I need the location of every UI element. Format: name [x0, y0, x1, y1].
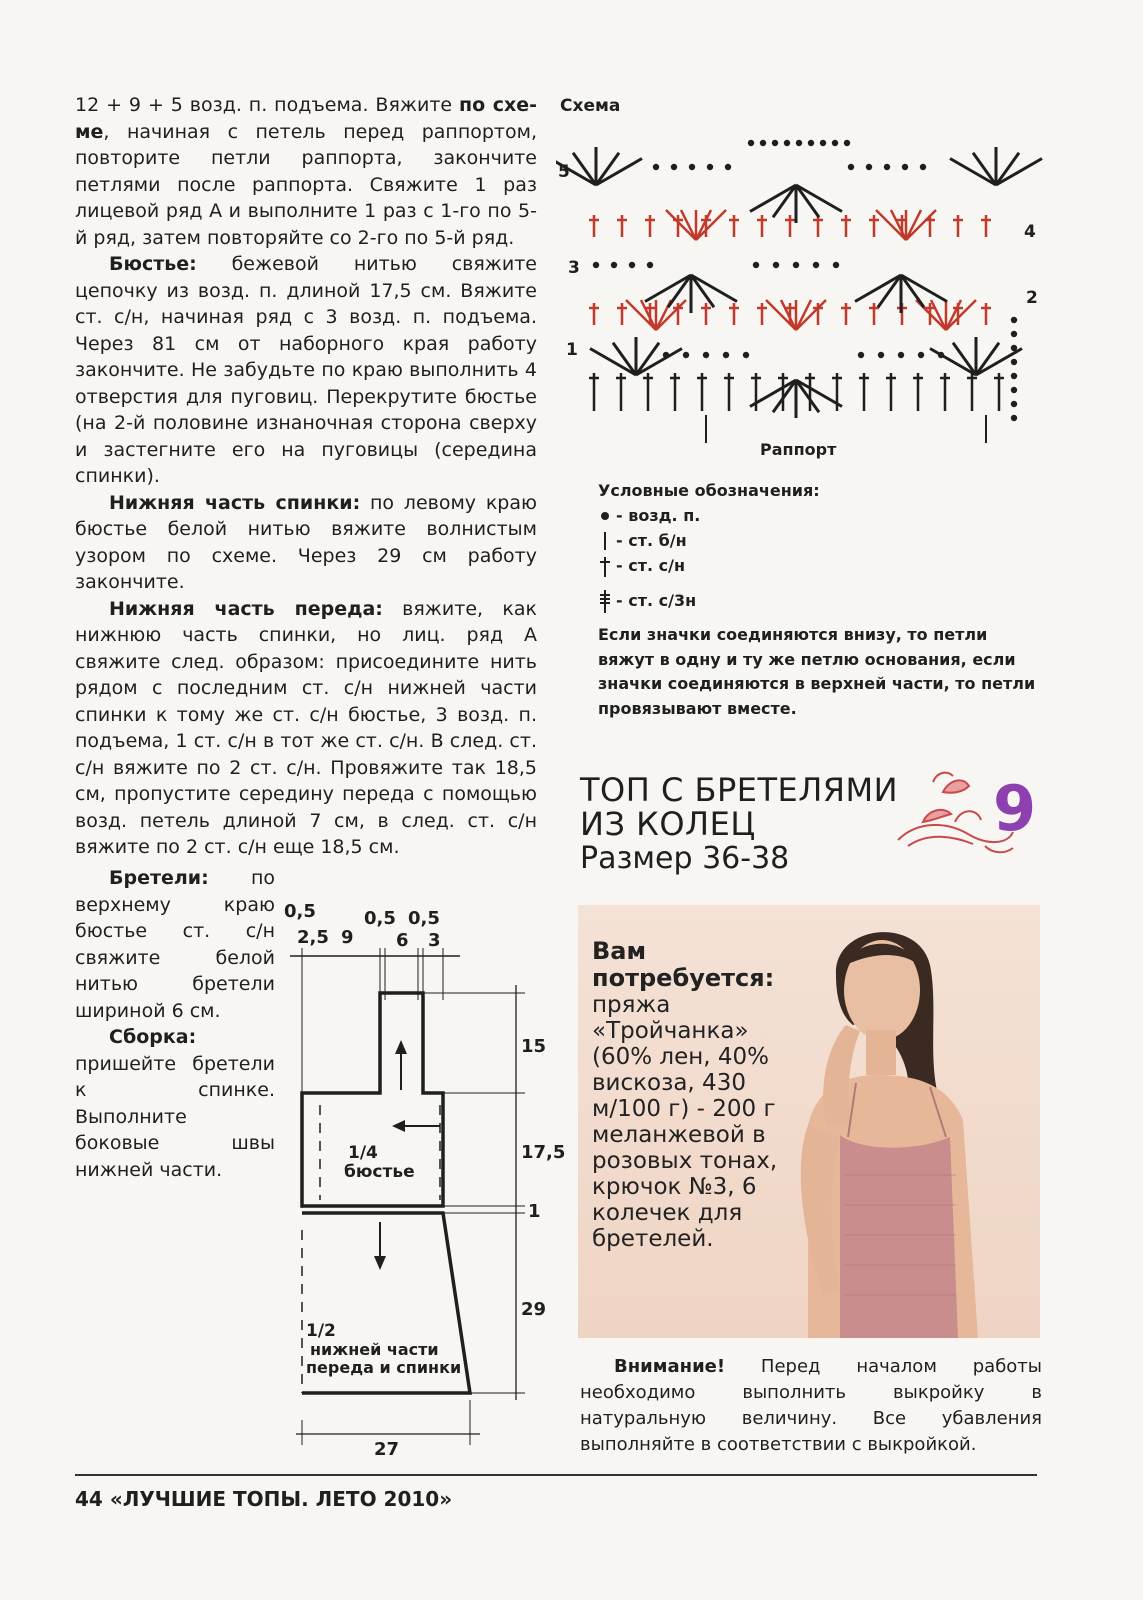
- row1-chain: [898, 352, 904, 358]
- row1-chain: [878, 352, 884, 358]
- label-lower-line2: переда и спинки: [306, 1358, 462, 1377]
- row5-top-chain: [748, 140, 754, 146]
- legend-item-single: [598, 528, 1048, 553]
- row1-chain: [663, 352, 669, 358]
- paragraph-straps: [75, 865, 275, 1024]
- dim-top-2: 9: [341, 927, 354, 948]
- edge-chain: [1011, 331, 1017, 337]
- dim-top-3: 0,5: [364, 908, 396, 929]
- row5-chain: [671, 164, 677, 170]
- row3-chain: [833, 262, 839, 268]
- row5-top-chain: [796, 140, 802, 146]
- text: по левому краю бюстье белой нитью вяжите волнистым узором по схеме. Через 29 см работу закончите.: [75, 491, 537, 593]
- fan-row3-left: [645, 275, 737, 313]
- materials-body: пряжа «Тройчанка» (60% лен, 40% вискоза, 430 м/100 г) - 200 г меланжевой в розовых тонах, крючок №3, 6 колечек для бретелей.: [592, 992, 778, 1252]
- dim-top-6: 3: [428, 930, 441, 951]
- left-column: [75, 92, 537, 861]
- row3-chain: [611, 262, 617, 268]
- attention-head: Внимание!: [614, 1356, 726, 1377]
- chain-stitch-icon: [598, 506, 612, 526]
- legend-label: - возд. п.: [616, 506, 701, 525]
- paragraph-assembly: [75, 1024, 275, 1183]
- text: пришейте бретели к спинке. Выполните боковые швы нижней части.: [75, 1052, 275, 1181]
- legend-item-treble: [598, 588, 1048, 613]
- edge-chain: [1011, 387, 1017, 393]
- edge-chain: [1011, 359, 1017, 365]
- dim-bottom: 27: [374, 1439, 400, 1460]
- row5-top-chain: [832, 140, 838, 146]
- edge-chain: [1011, 401, 1017, 407]
- legend-item-chain: [598, 503, 1048, 528]
- legend-note: Если значки соединяются внизу, то петли вяжут в одну и ту же петлю основания, если значки соединяются в верхней части, то петли провязывают вместе.: [598, 625, 1036, 718]
- row5-chain: [866, 164, 872, 170]
- section-head: Бюстье:: [109, 253, 197, 275]
- row5-chain: [920, 164, 926, 170]
- row5-top-chain: [784, 140, 790, 146]
- section-head: Нижняя часть переда:: [109, 597, 383, 620]
- row-number-1: 1: [566, 340, 578, 360]
- row3-chain: [593, 262, 599, 268]
- footer-divider: [75, 1474, 1037, 1476]
- edge-chain: [1011, 415, 1017, 421]
- article-title-block: [580, 773, 898, 877]
- legend: [598, 478, 1048, 721]
- materials-head: Вам потребуется:: [592, 937, 775, 992]
- dim-top-0: 0,5: [284, 901, 316, 922]
- legend-label: - ст. с/н: [616, 556, 685, 575]
- row5-chain: [725, 164, 731, 170]
- row5-top-chain: [808, 140, 814, 146]
- row1-chain: [858, 352, 864, 358]
- rapport-label: Раппорт: [760, 440, 837, 459]
- paragraph-front: [75, 596, 537, 861]
- dim-right-0: 15: [521, 1036, 547, 1057]
- crochet-schema: [556, 125, 1046, 445]
- legend-label: - ст. б/н: [616, 531, 687, 550]
- article-title-line2: ИЗ КОЛЕЦ: [580, 805, 756, 843]
- fan-row5-right: [950, 147, 1042, 185]
- row-number-4: 4: [1024, 222, 1036, 242]
- row1-chain: [743, 352, 749, 358]
- article-size: Размер 36-38: [580, 841, 790, 876]
- label-lower-fraction: 1/2: [306, 1321, 336, 1341]
- row5-top-chain: [820, 140, 826, 146]
- row5-chain: [689, 164, 695, 170]
- paragraph-intro: [75, 92, 537, 251]
- row3-chain: [753, 262, 759, 268]
- materials-block: [592, 938, 812, 1252]
- magazine-title: «ЛУЧШИЕ ТОПЫ. ЛЕТО 2010»: [109, 1487, 453, 1511]
- single-crochet-icon: [598, 530, 612, 552]
- triple-crochet-icon: [598, 588, 612, 614]
- row3-chain: [773, 262, 779, 268]
- fan-row5-center: [750, 185, 842, 223]
- text: бежевой нитью свяжите цепочку из возд. п. длиной 17,5 см. Вяжите ст. с/н, начиная ряд с 3 возд. п. подъема. Через 81 см от наборного края работу закончите. Не забудьте по краю выполнить 4 отверстия для пуговиц. Перекрутите бюстье (на 2-й половине изнаночная сторона сверху и застегните его на пуговицы (середина спинки).: [75, 253, 537, 487]
- text: , начиная с петель перед раппортом, повторите петли раппорта, закончите петлями после раппорта. Свяжите 1 раз лицевой ряд А и выполните 1 раз с 1-го по 5-й ряд, затем повторяйте со 2-го по 5-й ряд.: [75, 120, 537, 249]
- row1-chain: [703, 352, 709, 358]
- row5-chain: [707, 164, 713, 170]
- legend-label: - ст. с/3н: [616, 591, 697, 610]
- row1-chain: [938, 352, 944, 358]
- row4-fan-left: [666, 210, 726, 240]
- row5-chain: [902, 164, 908, 170]
- row1-chain: [918, 352, 924, 358]
- text: вяжите, как нижнюю часть спинки, но лиц. ряд А свяжите след. образом: присоедините нить рядом с последним ст. с/н нижней части спинки к тому же ст. с/н бюстье, 3 возд. п. подъема, 1 ст. с/н в тот же ст. с/н. В след. ст. с/н вяжите по 2 ст. с/н. Провяжите так 18,5 см, пропустите середину переда с помощью возд. петель длиной 7 см, в след. ст. с/н вяжите по 2 ст. с/н еще 18,5 см.: [75, 597, 537, 858]
- dim-right-1: 17,5: [521, 1142, 566, 1163]
- row3-chain: [647, 262, 653, 268]
- paragraph-bustier: [75, 251, 537, 490]
- section-head: Сборка:: [109, 1026, 197, 1048]
- row-number-2: 2: [1026, 288, 1038, 308]
- row2-fan-right: [916, 300, 976, 330]
- row4-fan-right: [876, 210, 936, 240]
- dim-right-2: 1: [528, 1201, 541, 1222]
- dim-top-4: 0,5: [408, 908, 440, 929]
- dim-top-5: 6: [396, 930, 409, 951]
- label-bustier-fraction: 1/4: [348, 1143, 378, 1163]
- edge-chain: [1011, 373, 1017, 379]
- row3-chain: [793, 262, 799, 268]
- row5-top-chain: [844, 140, 850, 146]
- row3-chain: [629, 262, 635, 268]
- paragraph-back: [75, 490, 537, 596]
- dim-top-1: 2,5: [297, 927, 329, 948]
- bold-text: по схе-ме: [75, 94, 537, 143]
- section-head: Бретели:: [109, 867, 209, 889]
- row-number-3: 3: [568, 258, 580, 278]
- section-head: Нижняя часть спинки:: [109, 491, 361, 514]
- fan-row1-center: [750, 380, 842, 418]
- row1-chain: [683, 352, 689, 358]
- footer: [75, 1487, 452, 1511]
- narrow-column: [75, 865, 275, 1183]
- row3-chain: [813, 262, 819, 268]
- attention-body: Перед началом работы необходимо выполнить выкройку в натуральную величину. Все убавления выполняйте в соответствии с выкройкой.: [580, 1356, 1042, 1455]
- label-bustier: бюстье: [344, 1162, 415, 1182]
- legend-title: Условные обозначения:: [598, 481, 820, 500]
- attention-note: [580, 1354, 1042, 1458]
- text: по верхнему краю бюстье ст. с/н свяжите белой нитью бретели шириной 6 см.: [75, 867, 275, 1022]
- article-title-line1: ТОП С БРЕТЕЛЯМИ: [580, 771, 899, 809]
- row5-chain: [848, 164, 854, 170]
- row5-chain: [884, 164, 890, 170]
- row1-chain: [723, 352, 729, 358]
- label-lower-line1: нижней части: [310, 1340, 439, 1359]
- row5-chain: [653, 164, 659, 170]
- double-crochet-icon: [598, 554, 612, 578]
- row5-top-chain: [772, 140, 778, 146]
- row-number-5: 5: [558, 162, 570, 182]
- article-number: 9: [993, 772, 1037, 845]
- flower-ornament-icon: [893, 762, 1048, 862]
- edge-chain: [1011, 317, 1017, 323]
- pattern-diagram: [280, 895, 580, 1470]
- dim-right-3: 29: [521, 1299, 547, 1320]
- legend-item-double: [598, 553, 1048, 578]
- page-number: 44: [75, 1487, 103, 1511]
- text: 12 + 9 + 5 возд. п. подъема. Вяжите: [75, 94, 460, 116]
- schema-title: Схема: [560, 96, 621, 116]
- row5-top-chain: [760, 140, 766, 146]
